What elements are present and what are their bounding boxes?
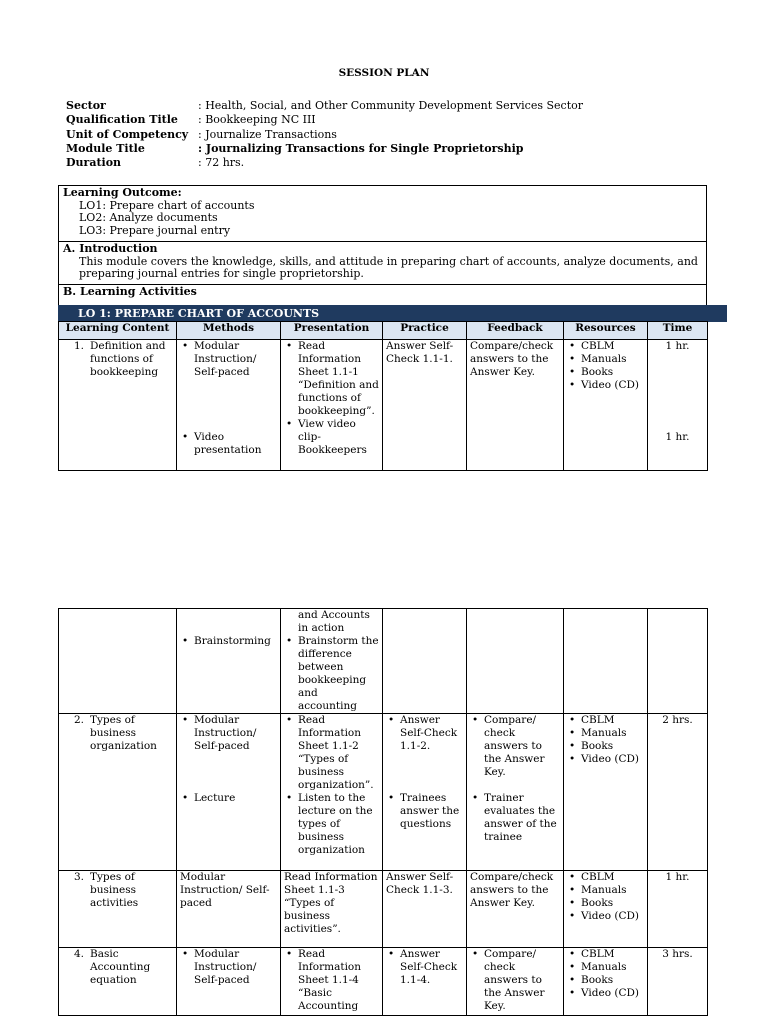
learning-outcome-heading: Learning Outcome:: [63, 186, 182, 199]
methods-cell: • Modular Instruction/ Self-paced • Lecture: [177, 714, 281, 871]
column-header: Resources: [564, 322, 648, 340]
learning-content-cell: 2. Types of business organization: [59, 714, 177, 871]
time-cell: 1 hr. 1 hr.: [648, 340, 708, 471]
meta-row-module-title: Module Title : Journalizing Transactions for Single Proprietorship: [66, 141, 524, 155]
learning-outcome-item: LO2: Analyze documents: [79, 211, 218, 224]
resources-cell: • CBLM • Manuals • Books • Video (CD): [564, 948, 648, 1016]
methods-cell: • Brainstorming: [177, 609, 281, 714]
learning-content-cell: 3. Types of business activities: [59, 871, 177, 948]
feedback-cell: Compare/check answers to the Answer Key.: [467, 871, 564, 948]
learning-activities-heading: B. Learning Activities: [58, 284, 707, 306]
table-row: [59, 871, 708, 948]
column-header: Learning Content: [59, 322, 177, 340]
meta-row-sector: Sector : Health, Social, and Other Community Development Services Sector: [66, 99, 584, 112]
feedback-cell: • Compare/ check answers to the Answer Key. • Trainer evaluates the answer of the trainee: [467, 714, 564, 871]
table-row: [59, 340, 708, 471]
meta-row-unit: Unit of Competency : Journalize Transactions: [66, 127, 337, 141]
column-header: Practice: [383, 322, 467, 340]
feedback-cell: • Compare/ check answers to the Answer Key.: [467, 948, 564, 1016]
time-cell: 2 hrs.: [648, 714, 708, 871]
learning-outcome-item: LO3: Prepare journal entry: [79, 223, 231, 237]
resources-cell: • CBLM • Manuals • Books • Video (CD): [564, 714, 648, 871]
activities-table-page2: [58, 608, 708, 1016]
practice-cell: Answer Self-Check 1.1-3.: [383, 871, 467, 948]
feedback-cell: Compare/check answers to the Answer Key.: [467, 340, 564, 471]
learning-outcome-item: LO1: Prepare chart of accounts: [79, 198, 255, 212]
table-header-row: [59, 322, 708, 340]
practice-cell: • Answer Self-Check 1.1-4.: [383, 948, 467, 1016]
methods-cell: Modular Instruction/ Self-paced: [177, 871, 281, 948]
column-header: Time: [648, 322, 708, 340]
table-row: [59, 948, 708, 1016]
lo1-banner: LO 1: PREPARE CHART OF ACCOUNTS: [58, 305, 727, 322]
time-cell: [648, 609, 708, 714]
introduction-text: This module covers the knowledge, skills, and attitude in preparing chart of accounts, analyze documents, and preparing journal entries for single proprietorship.: [79, 254, 698, 280]
learning-outcome-box: [58, 185, 707, 242]
table-row: [59, 714, 708, 871]
presentation-cell: • Read Information Sheet 1.1-4 “Basic Accounting: [281, 948, 383, 1016]
learning-content-cell: 1. Definition and functions of bookkeeping: [59, 340, 177, 471]
practice-cell: • Answer Self-Check 1.1-2. • Trainees answer the questions: [383, 714, 467, 871]
presentation-cell: and Accounts in action • Brainstorm the difference between bookkeeping and accounting: [281, 609, 383, 714]
introduction-box: [58, 241, 707, 285]
presentation-cell: Read Information Sheet 1.1-3 “Types of business activities”.: [281, 871, 383, 948]
methods-cell: • Modular Instruction/ Self-paced • Video presentation: [177, 340, 281, 471]
table-row: [59, 609, 708, 714]
time-cell: 1 hr.: [648, 871, 708, 948]
introduction-heading: A. Introduction: [63, 242, 158, 255]
methods-cell: • Modular Instruction/ Self-paced: [177, 948, 281, 1016]
resources-cell: [564, 609, 648, 714]
column-header: Feedback: [467, 322, 564, 340]
column-header: Presentation: [281, 322, 383, 340]
presentation-cell: • Read Information Sheet 1.1-1 “Definition and functions of bookkeeping”. • View video clip- Bookkeepers: [281, 340, 383, 471]
practice-cell: [383, 609, 467, 714]
module-info: [66, 99, 583, 170]
activities-table-page1: [58, 321, 708, 471]
feedback-cell: [467, 609, 564, 714]
resources-cell: • CBLM • Manuals • Books • Video (CD): [564, 340, 648, 471]
meta-row-duration: Duration : 72 hrs.: [66, 156, 245, 170]
resources-cell: • CBLM • Manuals • Books • Video (CD): [564, 871, 648, 948]
meta-row-qualification: Qualification Title : Bookkeeping NC III: [66, 113, 316, 127]
learning-content-cell: [59, 609, 177, 714]
column-header: Methods: [177, 322, 281, 340]
presentation-cell: • Read Information Sheet 1.1-2 “Types of business organization”. • Listen to the lecture on the types of business organization: [281, 714, 383, 871]
time-cell: 3 hrs.: [648, 948, 708, 1016]
page-title: SESSION PLAN: [338, 67, 430, 79]
learning-content-cell: 4. Basic Accounting equation: [59, 948, 177, 1016]
practice-cell: Answer Self-Check 1.1-1.: [383, 340, 467, 471]
